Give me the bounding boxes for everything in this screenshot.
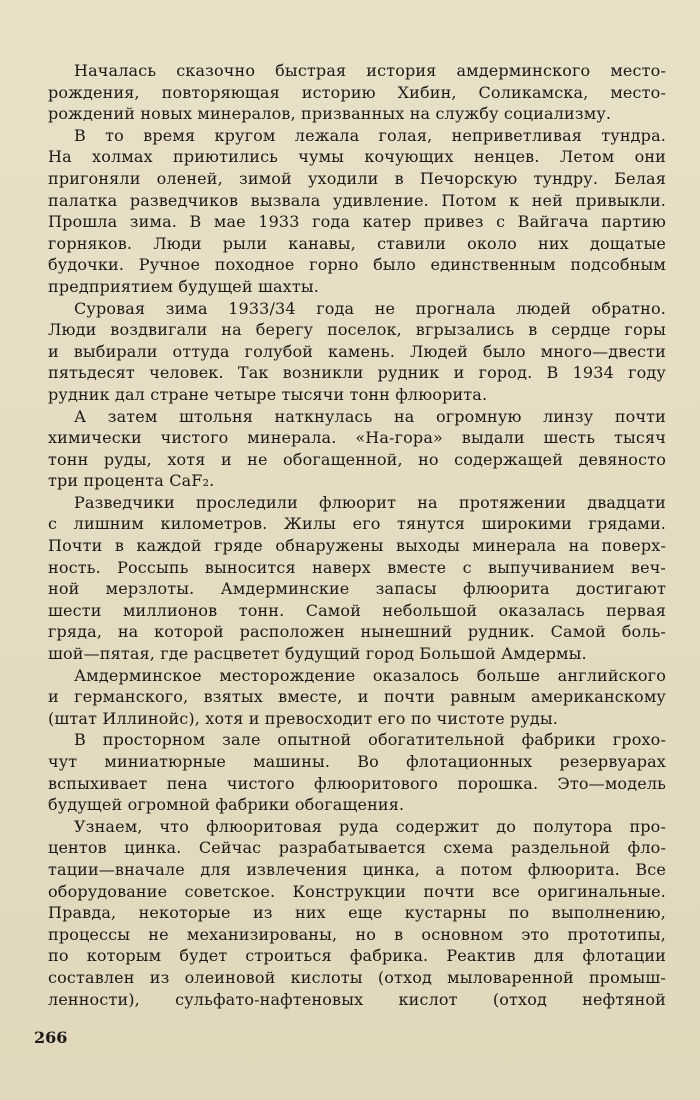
- text-line: ленности), сульфато-нафтеновых кислот (отход нефтяной: [48, 989, 666, 1009]
- text-line: оборудование советское. Конструкции почти все оригинальные.: [48, 881, 666, 901]
- text-line: будущей огромной фабрики обогащения.: [48, 795, 405, 815]
- text-line: рудник дал стране четыре тысячи тонн флюорита.: [48, 384, 488, 404]
- text-line: и германского, взятых вместе, и почти равным американскому: [48, 687, 666, 707]
- text-line: пятьдесят человек. Так возникли рудник и город. В 1934 году: [48, 363, 666, 383]
- text-line: Люди воздвигали на берегу поселок, вгрызались в сердце горы: [48, 320, 666, 340]
- text-line: составлен из олеиновой кислоты (отход мыловаренной промыш-: [48, 967, 666, 987]
- text-line: Началась сказочно быстрая история амдерминского место-: [74, 61, 666, 80]
- text-line: рождений новых минералов, призванных на службу социализму.: [48, 104, 612, 124]
- text-line: В просторном зале опытной обогатительной фабрики грохо-: [74, 730, 666, 750]
- text-line: тации—вначале для извлечения цинка, а потом флюорита. Все: [48, 859, 666, 879]
- text-line: три процента CaF₂.: [48, 471, 215, 491]
- page-number: 266: [34, 1028, 68, 1047]
- text-line: вспыхивает пена чистого флюоритового порошка. Это—модель: [48, 773, 666, 793]
- text-line: Узнаем, что флюоритовая руда содержит до полутора про-: [74, 816, 666, 836]
- text-line: Суровая зима 1933/34 года не прогнала людей обратно.: [74, 298, 666, 318]
- text-line: Прошла зима. В мае 1933 года катер привез с Вайгача партию: [48, 212, 666, 232]
- text-line: шести миллионов тонн. Самой небольшой оказалась первая: [48, 600, 666, 620]
- text-line: (штат Иллинойс), хотя и превосходит его по чистоте руды.: [48, 708, 559, 728]
- text-line: химически чистого минерала. «На-гора» выдали шесть тысяч: [48, 428, 666, 448]
- text-line: центов цинка. Сейчас разрабатывается схема раздельной фло-: [48, 838, 666, 858]
- text-line: горняков. Люди рыли канавы, ставили около них дощатые: [48, 233, 666, 253]
- text-line: гряда, на которой расположен нынешний рудник. Самой боль-: [48, 622, 666, 642]
- text-line: шой—пятая, где расцветет будущий город Большой Амдермы.: [48, 644, 587, 664]
- text-line: Почти в каждой гряде обнаружены выходы минерала на поверх-: [48, 536, 666, 556]
- text-line: по которым будет строиться фабрика. Реактив для флотации: [48, 946, 666, 966]
- text-line: предприятием будущей шахты.: [48, 276, 319, 296]
- text-line: с лишним километров. Жилы его тянутся широкими грядами.: [48, 514, 666, 534]
- body-text: [48, 60, 666, 1010]
- text-line: чут миниатюрные машины. Во флотационных резервуарах: [48, 752, 666, 771]
- text-line: тонн руды, хотя и не обогащенной, но содержащей девяносто: [48, 449, 666, 469]
- text-line: В то время кругом лежала голая, неприветливая тундра.: [74, 125, 666, 145]
- text-line: рождения, повторяющая историю Хибин, Соликамска, место-: [48, 82, 666, 102]
- text-line: ной мерзлоты. Амдерминские запасы флюорита достигают: [48, 579, 666, 599]
- text-line: А затем штольня наткнулась на огромную линзу почти: [74, 406, 666, 426]
- text-line: и выбирали оттуда голубой камень. Людей было много—двести: [48, 341, 666, 361]
- text-line: палатка разведчиков вызвала удивление. Потом к ней привыкли.: [48, 190, 666, 210]
- text-line: Амдерминское месторождение оказалось больше английского: [74, 665, 666, 685]
- text-line: ность. Россыпь выносится наверх вместе с выпучиванием веч-: [48, 557, 666, 577]
- text-line: Правда, некоторые из них еще кустарны по выполнению,: [48, 903, 666, 923]
- text-line: Разведчики проследили флюорит на протяжении двадцати: [74, 492, 666, 512]
- text-line: На холмах приютились чумы кочующих ненцев. Летом они: [48, 147, 666, 167]
- text-line: будочки. Ручное походное горно было единственным подсобным: [48, 255, 666, 275]
- text-line: пригоняли оленей, зимой уходили в Печорскую тундру. Белая: [48, 168, 666, 188]
- text-line: процессы не механизированы, но в основном это прототипы,: [48, 924, 666, 944]
